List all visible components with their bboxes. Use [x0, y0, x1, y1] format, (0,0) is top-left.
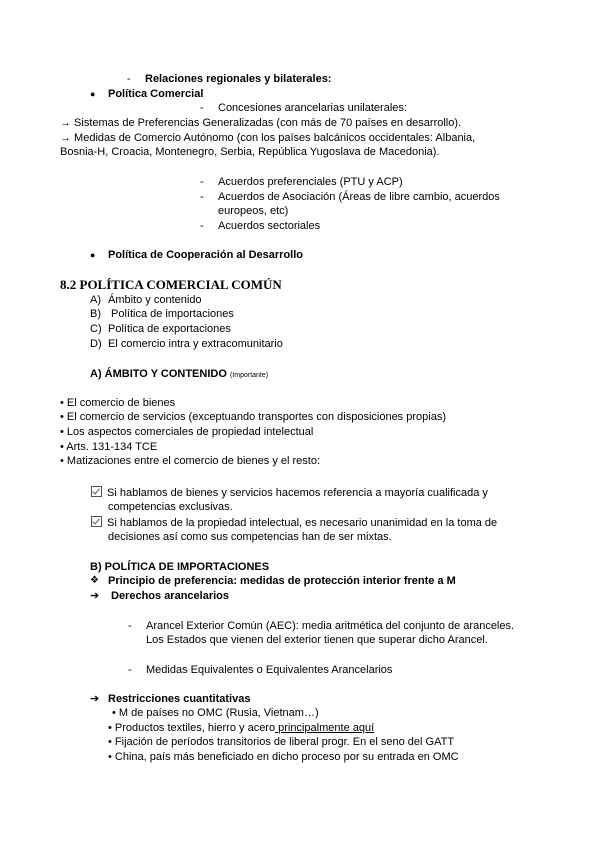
- list-item-text: • Productos textiles, hierro y acero: [108, 722, 276, 734]
- text-aec-1: Arancel Exterior Común (AEC): media aritmética del conjunto de aranceles.: [146, 620, 515, 632]
- heading-derechos-arancelarios: Derechos arancelarios: [111, 590, 230, 602]
- checkbox-checked-icon: [91, 516, 102, 527]
- text-concesiones: Concesiones arancelarias unilaterales:: [218, 102, 407, 114]
- bullet-dash: -: [200, 220, 204, 232]
- check-text-cont: decisiones así como sus competencias han de ser mixtas.: [108, 531, 392, 543]
- text-aec-2: Los Estados que vienen del exterior tienen que superar dicho Arancel.: [146, 634, 488, 646]
- text-acuerdos-asoc-2: europeos, etc): [218, 205, 289, 217]
- section-a-title-text: A) ÁMBITO Y CONTENIDO: [90, 368, 227, 380]
- list-item: [108, 721, 374, 735]
- toc-letter: C): [90, 323, 102, 335]
- arrow-bullet-icon: ➔: [90, 693, 100, 705]
- check-text: Si hablamos de la propiedad intelectual, es necesario unanimidad en la toma de: [107, 517, 498, 529]
- toc-letter: B): [90, 308, 101, 320]
- toc-letter: D): [90, 338, 102, 350]
- bullet-dash: -: [127, 73, 131, 85]
- toc-item: Ámbito y contenido: [108, 294, 202, 306]
- section-b-title: B) POLÍTICA DE IMPORTACIONES: [90, 561, 270, 573]
- toc-item: El comercio intra y extracomunitario: [108, 338, 283, 350]
- checklist-item-1: [91, 486, 488, 500]
- list-item: • El comercio de servicios (exceptuando transportes con disposiciones propias): [60, 411, 446, 423]
- list-item: • China, país más beneficiado en dicho proceso por su entrada en OMC: [108, 751, 459, 763]
- bullet-dot: ●: [90, 250, 96, 260]
- heading-restricciones: Restricciones cuantitativas: [108, 693, 251, 705]
- bullet-dash: -: [128, 664, 132, 676]
- text-medidas-equivalentes: Medidas Equivalentes o Equivalentes Arancelarios: [146, 664, 393, 676]
- text-mca-2: Bosnia-H, Croacia, Montenegro, Serbia, República Yugoslava de Macedonia).: [60, 146, 440, 158]
- text-spg: → Sistemas de Preferencias Generalizadas (con más de 70 países en desarrollo).: [60, 117, 462, 129]
- bullet-dot: ●: [90, 89, 96, 99]
- bullet-dash: -: [128, 620, 132, 632]
- list-item: • Los aspectos comerciales de propiedad intelectual: [60, 426, 314, 438]
- text-mca-1: → Medidas de Comercio Autónomo (con los países balcánicos occidentales: Albania,: [60, 132, 476, 144]
- checkbox-checked-icon: [91, 486, 102, 497]
- text-acuerdos-sect: Acuerdos sectoriales: [218, 220, 321, 232]
- diamond-bullet-icon: ❖: [90, 575, 99, 586]
- text-acuerdos-asoc-1: Acuerdos de Asociación (Áreas de libre cambio, acuerdos: [218, 191, 500, 203]
- bullet-dash: -: [200, 176, 204, 188]
- list-item: • Arts. 131-134 TCE: [60, 441, 158, 453]
- toc-item: Política de exportaciones: [108, 323, 231, 335]
- toc-letter: A): [90, 294, 101, 306]
- check-text: Si hablamos de bienes y servicios hacemos referencia a mayoría cualificada y: [107, 487, 488, 499]
- heading-relaciones: Relaciones regionales y bilaterales:: [145, 73, 332, 85]
- check-text-cont: competencias exclusivas.: [108, 501, 233, 513]
- list-item: • M de países no OMC (Rusia, Vietnam…): [112, 707, 319, 719]
- section-a-title: [90, 367, 268, 383]
- list-item: • El comercio de bienes: [60, 397, 176, 409]
- arrow-bullet-icon: ➔: [90, 590, 100, 602]
- checklist-item-2: [91, 516, 497, 530]
- text-principio-preferencia: Principio de preferencia: medidas de protección interior frente a M: [108, 575, 456, 587]
- text-acuerdos-pref: Acuerdos preferenciales (PTU y ACP): [218, 176, 403, 188]
- heading-cooperacion: Política de Cooperación al Desarrollo: [108, 249, 303, 261]
- bullet-dash: -: [200, 191, 204, 203]
- list-item: • Fijación de períodos transitorios de liberal progr. En el seno del GATT: [108, 736, 455, 748]
- bullet-dash: -: [200, 102, 204, 114]
- section-heading-8-2: 8.2 POLÍTICA COMERCIAL COMÚN: [60, 277, 282, 292]
- heading-politica-comercial: Política Comercial: [108, 88, 204, 100]
- section-a-note: (Importante): [229, 372, 269, 379]
- toc-item: Política de importaciones: [111, 308, 234, 320]
- list-item: • Matizaciones entre el comercio de bienes y el resto:: [60, 455, 321, 467]
- principalmente-link[interactable]: principalmente aquí: [275, 722, 375, 734]
